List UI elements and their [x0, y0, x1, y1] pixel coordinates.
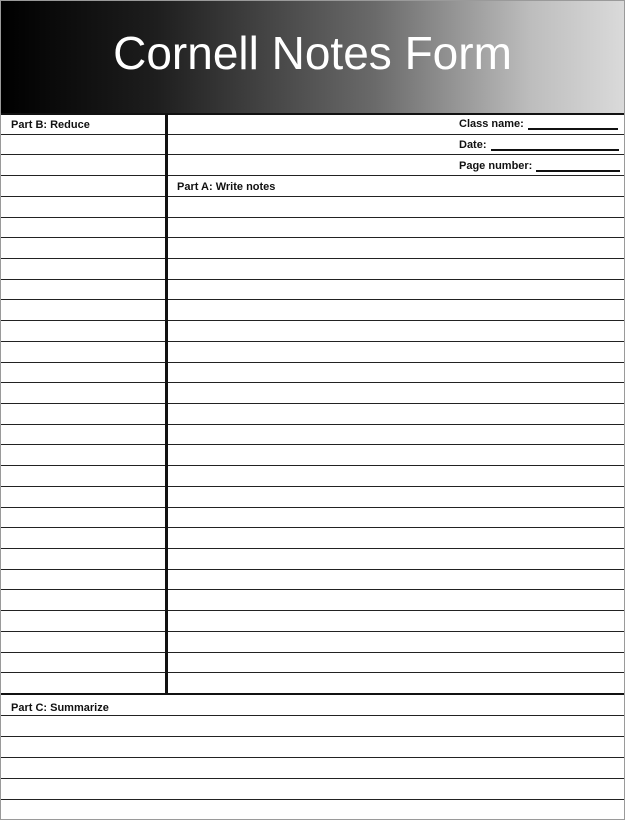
ruled-line	[1, 258, 624, 259]
ruled-line	[1, 548, 624, 549]
ruled-line	[1, 424, 624, 425]
ruled-line	[1, 465, 624, 466]
ruled-line	[1, 362, 624, 363]
class-name-field[interactable]	[459, 117, 618, 131]
ruled-line	[1, 154, 624, 155]
date-blank[interactable]	[491, 149, 619, 151]
summary-ruled-line	[1, 778, 624, 779]
date-field[interactable]	[459, 138, 619, 152]
ruled-line	[1, 403, 624, 404]
class-name-blank[interactable]	[528, 128, 618, 130]
ruled-line	[1, 631, 624, 632]
ruled-line	[1, 444, 624, 445]
ruled-line	[1, 507, 624, 508]
ruled-line	[1, 279, 624, 280]
ruled-line	[1, 341, 624, 342]
part-a-label: Part A: Write notes	[177, 181, 276, 193]
summary-ruled-line	[1, 715, 624, 716]
form-title: Cornell Notes Form	[113, 27, 512, 79]
ruled-line	[1, 217, 624, 218]
ruled-line	[1, 672, 624, 673]
ruled-line	[1, 652, 624, 653]
ruled-line	[1, 299, 624, 300]
cue-column-divider	[165, 113, 168, 694]
ruled-line	[1, 175, 624, 176]
page-number-blank[interactable]	[536, 170, 620, 172]
summary-ruled-line	[1, 736, 624, 737]
ruled-line	[1, 237, 624, 238]
summary-ruled-line	[1, 799, 624, 800]
section-divider-rule	[1, 693, 624, 695]
ruled-line	[1, 486, 624, 487]
summary-ruled-line	[1, 757, 624, 758]
page-number-field[interactable]	[459, 159, 620, 173]
header-bottom-rule	[1, 113, 624, 115]
ruled-line	[1, 196, 624, 197]
class-name-label: Class name:	[459, 118, 524, 130]
page-number-label: Page number:	[459, 160, 533, 172]
part-c-label: Part C: Summarize	[11, 702, 109, 714]
ruled-line	[1, 382, 624, 383]
ruled-line	[1, 589, 624, 590]
ruled-line	[1, 134, 624, 135]
date-label: Date:	[459, 139, 487, 151]
ruled-line	[1, 527, 624, 528]
ruled-line	[1, 610, 624, 611]
ruled-line	[1, 569, 624, 570]
part-b-label: Part B: Reduce	[11, 119, 90, 131]
ruled-line	[1, 320, 624, 321]
header-banner	[1, 1, 624, 113]
